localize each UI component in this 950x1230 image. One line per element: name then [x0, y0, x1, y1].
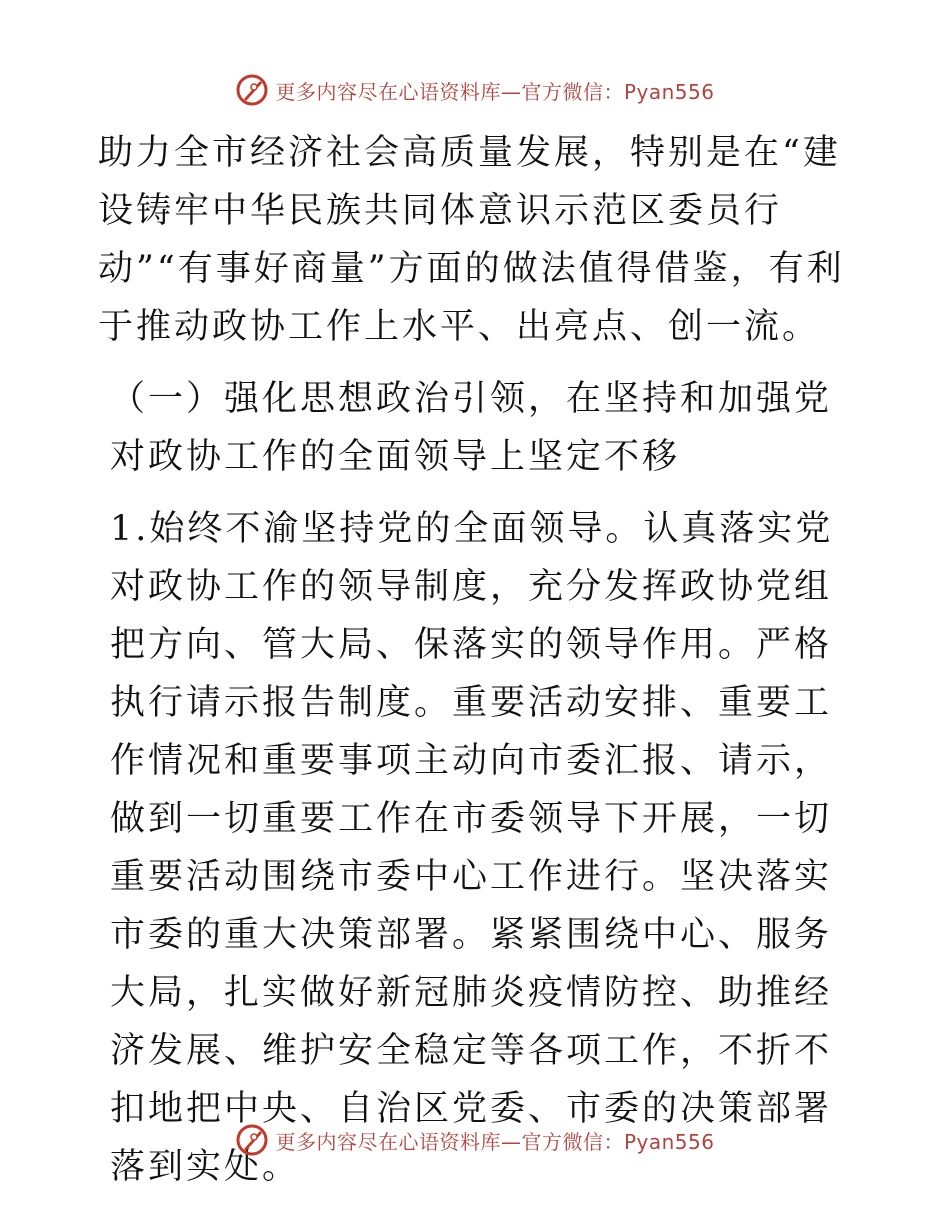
- body-paragraph: 助力全市经济社会高质量发展，特别是在“建设铸牢中华民族共同体意识示范区委员行动”“有事好商量”方面的做法值得借鉴，有利于推动政协工作上水平、出亮点、创一流。: [98, 133, 845, 347]
- header-banner-text: 更多内容尽在心语资料库—官方微信：Pyan556: [275, 79, 715, 104]
- header-banner: [0, 70, 950, 110]
- section-heading: （一）强化思想政治引领，在坚持和加强党对政协工作的全面领导上坚定不移: [110, 379, 833, 477]
- numbered-item-paragraph: 1.始终不渝坚持党的全面领导。认真落实党对政协工作的领导制度，充分发挥政协党组把方向、管大局、保落实的领导作用。严格执行请示报告制度。重要活动安排、重要工作情况和重要事项主动向市委汇报、请示，做到一切重要工作在市委领导下开展，一切重要活动围绕市委中心工作进行。坚决落实市委的重大决策部署。紧紧围绕中心、服务大局，扎实做好新冠肺炎疫情防控、助推经济发展、维护安全稳定等各项工作，不折不扣地把中央、自治区党委、市委的决策部署落到实处。: [110, 509, 834, 1187]
- footer-banner-text: 更多内容尽在心语资料库—官方微信：Pyan556: [275, 1129, 715, 1154]
- footer-banner: [0, 1120, 950, 1160]
- quill-pen-circle-logo-icon: [235, 1123, 269, 1157]
- quill-pen-circle-logo-icon: [235, 73, 269, 107]
- document-body: [98, 124, 858, 1196]
